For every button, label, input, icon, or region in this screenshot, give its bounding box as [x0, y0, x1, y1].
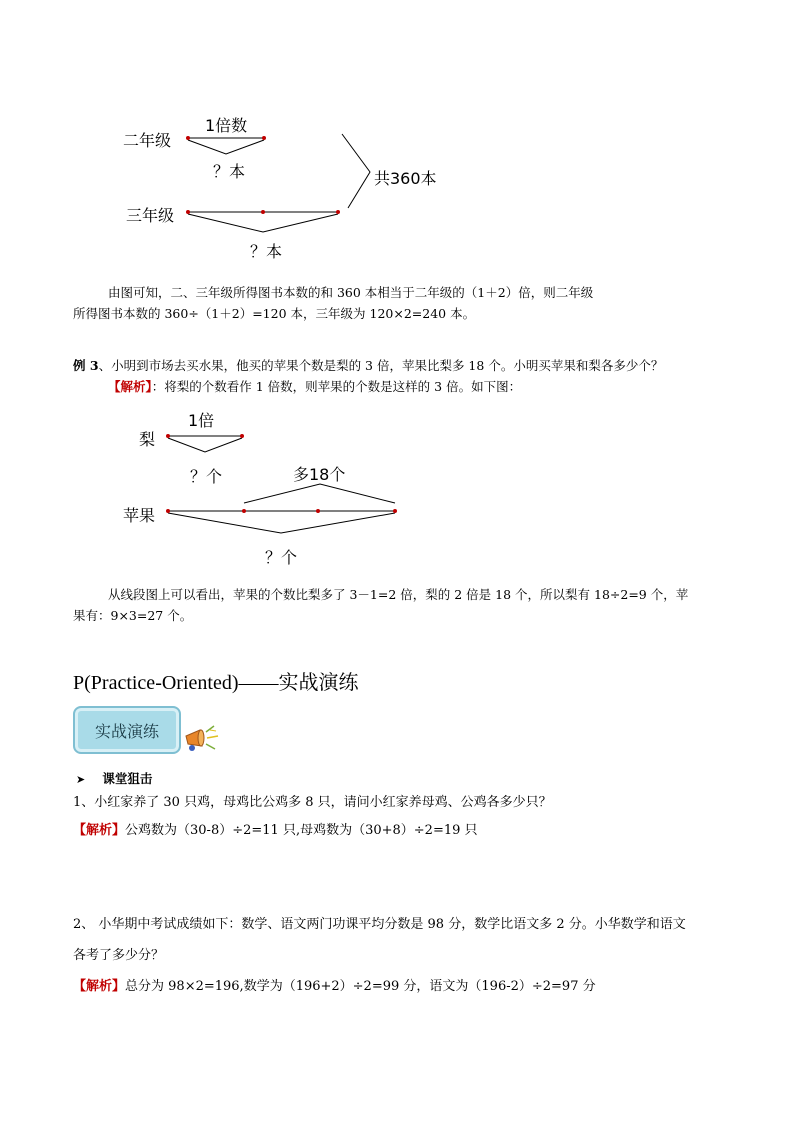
grade3-label: 三年级 [126, 206, 175, 225]
problem2-question-line1: 2、 小华期中考试成绩如下：数学、语文两门功课平均分数是 98 分，数学比语文多 2 分。小华数学和语文 [73, 917, 686, 932]
example3-text: 、小明到市场去买水果，他买的苹果个数是梨的 3 倍，苹果比梨多 18 个。小明买苹果和梨各多少个？ [98, 358, 664, 373]
analysis-text: ：将梨的个数看作 1 倍数，则苹果的个数是这样的 3 倍。如下图： [151, 379, 522, 394]
apple-brace [168, 513, 395, 533]
megaphone-icon [180, 722, 230, 756]
pear-brace [168, 438, 242, 452]
grade2-label: 二年级 [123, 131, 172, 150]
problem1-answer-text: 公鸡数为（30-8）÷2=11 只,母鸡数为（30+8）÷2=19 只 [125, 823, 478, 838]
class-section-row [76, 768, 152, 789]
problem2-answer-text: 总分为 98×2=196,数学为（196+2）÷2=99 分，语文为（196-2）÷2=97 分 [125, 979, 596, 994]
problem2-answer [73, 976, 596, 997]
problem2-tag: 【解析】 [73, 979, 126, 994]
dot [166, 509, 170, 513]
problem2-question-line2: 各考了多少分？ [73, 948, 165, 963]
pear-question: ？个 [190, 467, 223, 486]
total-label: 共360本 [374, 169, 437, 188]
diagram1-top-label: 1倍数 [205, 116, 248, 135]
grade2-question: ？本 [213, 162, 246, 181]
more-label: 多18个 [293, 465, 346, 484]
problem1-question: 1、小红家养了 30 只鸡，母鸡比公鸡多 8 只，请问小红家养母鸡、公鸡各多少只？ [73, 795, 552, 810]
apple-question: ？个 [265, 548, 298, 567]
arrow-bullet-icon: ➤ [76, 773, 86, 786]
para1-line1: 由图可知，二、三年级所得图书本数的和 360 本相当于二年级的（1＋2）倍，则二年级 [108, 285, 594, 300]
diagram2-top-label: 1倍 [188, 411, 215, 430]
dot [242, 509, 246, 513]
dot [316, 509, 320, 513]
apple-label: 苹果 [123, 506, 156, 525]
class-label: 课堂狙击 [102, 771, 153, 786]
dot [240, 434, 244, 438]
badge-label: 实战演练 [94, 722, 159, 741]
section-badge [73, 706, 181, 754]
analysis-tag: 【解析】 [108, 379, 152, 394]
dot [166, 434, 170, 438]
para1-line2: 所得图书本数的 360÷（1＋2）=120 本，三年级为 120×2=240 本。 [73, 306, 476, 321]
example3-label: 例 3 [73, 358, 99, 373]
more-brace [244, 484, 395, 503]
grade3-question: ？本 [250, 242, 283, 261]
problem1-tag: 【解析】 [73, 823, 126, 838]
dot [393, 509, 397, 513]
pear-label: 梨 [139, 430, 156, 449]
section-title: P(Practice-Oriented)——实战演练 [73, 672, 359, 694]
problem1-answer [73, 820, 478, 841]
para2-line2: 果有：9×3=27 个。 [73, 608, 193, 623]
para2-line1: 从线段图上可以看出，苹果的个数比梨多了 3－1=2 倍，梨的 2 倍是 18 个，所以梨有 18÷2=9 个，苹 [108, 587, 689, 602]
